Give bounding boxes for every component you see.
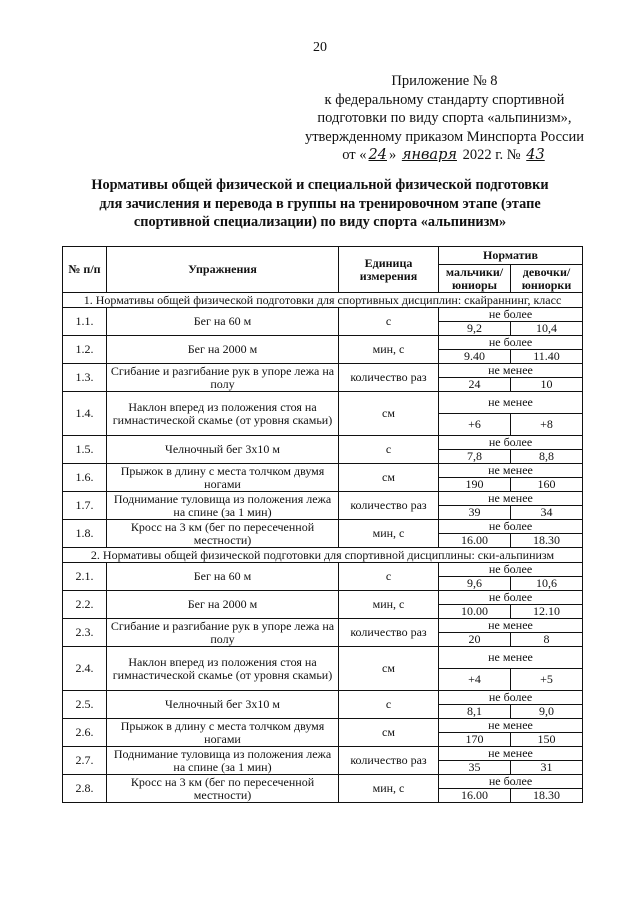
boys-value: 170 [439, 733, 511, 747]
boys-value: 16.00 [439, 789, 511, 803]
header-girls: девочки/ юниорки [511, 265, 583, 293]
unit: мин, с [339, 775, 439, 803]
appendix-date-line [305, 146, 584, 165]
girls-value: 10,4 [511, 322, 583, 336]
girls-value: 10 [511, 378, 583, 392]
header-boys: мальчики/ юниоры [439, 265, 511, 293]
table-row [63, 691, 583, 705]
unit: мин, с [339, 591, 439, 619]
boys-value: 16.00 [439, 534, 511, 548]
table-row [63, 392, 583, 414]
norm-condition: не более [439, 336, 583, 350]
unit: количество раз [339, 747, 439, 775]
appendix-line-4: утвержденному приказом Минспорта России [304, 128, 584, 145]
page-number: 20 [313, 40, 327, 55]
unit: с [339, 308, 439, 336]
exercise-name: Кросс на 3 км (бег по пересеченной местности) [107, 775, 339, 803]
boys-value: 9,2 [439, 322, 511, 336]
exercise-name: Прыжок в длину с места толчком двумя ногами [107, 464, 339, 492]
appendix-line-2: к федеральному стандарту спортивной [324, 91, 565, 108]
header-norm: Норматив [439, 247, 583, 265]
girls-value: 11.40 [511, 350, 583, 364]
document-title [60, 176, 580, 232]
norm-condition: не более [439, 563, 583, 577]
norm-condition: не более [439, 308, 583, 322]
girls-value: 18.30 [511, 534, 583, 548]
norm-condition: не менее [439, 364, 583, 378]
section-header-row [63, 548, 583, 563]
unit: с [339, 436, 439, 464]
boys-value: 9.40 [439, 350, 511, 364]
table-row [63, 364, 583, 378]
norms-table [62, 246, 583, 803]
row-number: 1.4. [63, 392, 107, 436]
date-day: 24 [368, 147, 387, 163]
norm-condition: не менее [439, 619, 583, 633]
girls-value: +5 [511, 669, 583, 691]
exercise-name: Бег на 60 м [107, 308, 339, 336]
section-title: 2. Нормативы общей физической подготовки для спортивной дисциплины: ски-альпинизм [63, 548, 583, 563]
norm-condition: не менее [439, 464, 583, 478]
exercise-name: Сгибание и разгибание рук в упоре лежа на полу [107, 619, 339, 647]
girls-value: 160 [511, 478, 583, 492]
row-number: 2.5. [63, 691, 107, 719]
table-row [63, 619, 583, 633]
header-unit: Единица измерения [339, 247, 439, 293]
exercise-name: Наклон вперед из положения стоя на гимнастической скамье (от уровня скамьи) [107, 647, 339, 691]
table-row [63, 436, 583, 450]
girls-value: 12.10 [511, 605, 583, 619]
title-line-1: Нормативы общей физической и специальной физической подготовки [91, 177, 549, 193]
table-row [63, 308, 583, 322]
table-row [63, 563, 583, 577]
boys-value: 35 [439, 761, 511, 775]
row-number: 2.3. [63, 619, 107, 647]
row-number: 1.5. [63, 436, 107, 464]
boys-value: 7,8 [439, 450, 511, 464]
row-number: 1.8. [63, 520, 107, 548]
boys-value: 39 [439, 506, 511, 520]
date-mid: » [388, 147, 400, 163]
order-number: 43 [526, 147, 545, 163]
appendix-title: Приложение № 8 [391, 73, 498, 89]
unit: с [339, 563, 439, 591]
girls-value: 31 [511, 761, 583, 775]
girls-value: +8 [511, 414, 583, 436]
row-number: 1.7. [63, 492, 107, 520]
exercise-name: Прыжок в длину с места толчком двумя ногами [107, 719, 339, 747]
unit: см [339, 647, 439, 691]
norm-condition: не более [439, 436, 583, 450]
norm-condition: не менее [439, 392, 583, 414]
table-row [63, 747, 583, 761]
exercise-name: Наклон вперед из положения стоя на гимнастической скамье (от уровня скамьи) [107, 392, 339, 436]
norm-condition: не менее [439, 747, 583, 761]
appendix-line-3: подготовки по виду спорта «альпинизм», [317, 110, 572, 126]
boys-value: 8,1 [439, 705, 511, 719]
row-number: 2.4. [63, 647, 107, 691]
girls-value: 34 [511, 506, 583, 520]
norm-condition: не более [439, 520, 583, 534]
norm-condition: не менее [439, 647, 583, 669]
section-title: 1. Нормативы общей физической подготовки для спортивных дисциплин: скайраннинг, класс [63, 293, 583, 308]
unit: см [339, 464, 439, 492]
exercise-name: Сгибание и разгибание рук в упоре лежа на полу [107, 364, 339, 392]
exercise-name: Бег на 2000 м [107, 336, 339, 364]
norm-condition: не более [439, 775, 583, 789]
table-row [63, 492, 583, 506]
table-row [63, 775, 583, 789]
exercise-name: Челночный бег 3х10 м [107, 691, 339, 719]
exercise-name: Поднимание туловища из положения лежа на спине (за 1 мин) [107, 492, 339, 520]
row-number: 2.8. [63, 775, 107, 803]
header-num: № п/п [63, 247, 107, 293]
row-number: 1.3. [63, 364, 107, 392]
appendix-header [305, 72, 584, 165]
date-year: 2022 г. № [458, 147, 525, 163]
boys-value: 24 [439, 378, 511, 392]
exercise-name: Челночный бег 3х10 м [107, 436, 339, 464]
table-row [63, 591, 583, 605]
girls-value: 18.30 [511, 789, 583, 803]
exercise-name: Бег на 60 м [107, 563, 339, 591]
unit: см [339, 719, 439, 747]
girls-value: 9,0 [511, 705, 583, 719]
table-row [63, 520, 583, 534]
unit: мин, с [339, 520, 439, 548]
unit: см [339, 392, 439, 436]
norm-condition: не менее [439, 719, 583, 733]
boys-value: 9,6 [439, 577, 511, 591]
section-header-row [63, 293, 583, 308]
unit: с [339, 691, 439, 719]
unit: количество раз [339, 619, 439, 647]
boys-value: 20 [439, 633, 511, 647]
boys-value: 190 [439, 478, 511, 492]
boys-value: +4 [439, 669, 511, 691]
table-row [63, 647, 583, 669]
header-exercise: Упражнения [107, 247, 339, 293]
girls-value: 8,8 [511, 450, 583, 464]
boys-value: +6 [439, 414, 511, 436]
norm-condition: не более [439, 691, 583, 705]
row-number: 2.7. [63, 747, 107, 775]
table-row [63, 719, 583, 733]
unit: мин, с [339, 336, 439, 364]
exercise-name: Кросс на 3 км (бег по пересеченной местности) [107, 520, 339, 548]
girls-value: 8 [511, 633, 583, 647]
table-body [63, 293, 583, 803]
row-number: 1.6. [63, 464, 107, 492]
row-number: 1.2. [63, 336, 107, 364]
row-number: 1.1. [63, 308, 107, 336]
date-month: января [401, 147, 457, 163]
boys-value: 10.00 [439, 605, 511, 619]
date-prefix: от « [342, 147, 367, 163]
title-line-2: для зачисления и перевода в группы на тренировочном этапе (этапе [99, 195, 541, 212]
row-number: 2.1. [63, 563, 107, 591]
exercise-name: Поднимание туловища из положения лежа на спине (за 1 мин) [107, 747, 339, 775]
row-number: 2.2. [63, 591, 107, 619]
title-line-3: спортивной специализации) по виду спорта «альпинизм» [133, 214, 507, 230]
table-row [63, 464, 583, 478]
table-row [63, 336, 583, 350]
exercise-name: Бег на 2000 м [107, 591, 339, 619]
unit: количество раз [339, 492, 439, 520]
norm-condition: не более [439, 591, 583, 605]
row-number: 2.6. [63, 719, 107, 747]
girls-value: 150 [511, 733, 583, 747]
unit: количество раз [339, 364, 439, 392]
norm-condition: не менее [439, 492, 583, 506]
girls-value: 10,6 [511, 577, 583, 591]
